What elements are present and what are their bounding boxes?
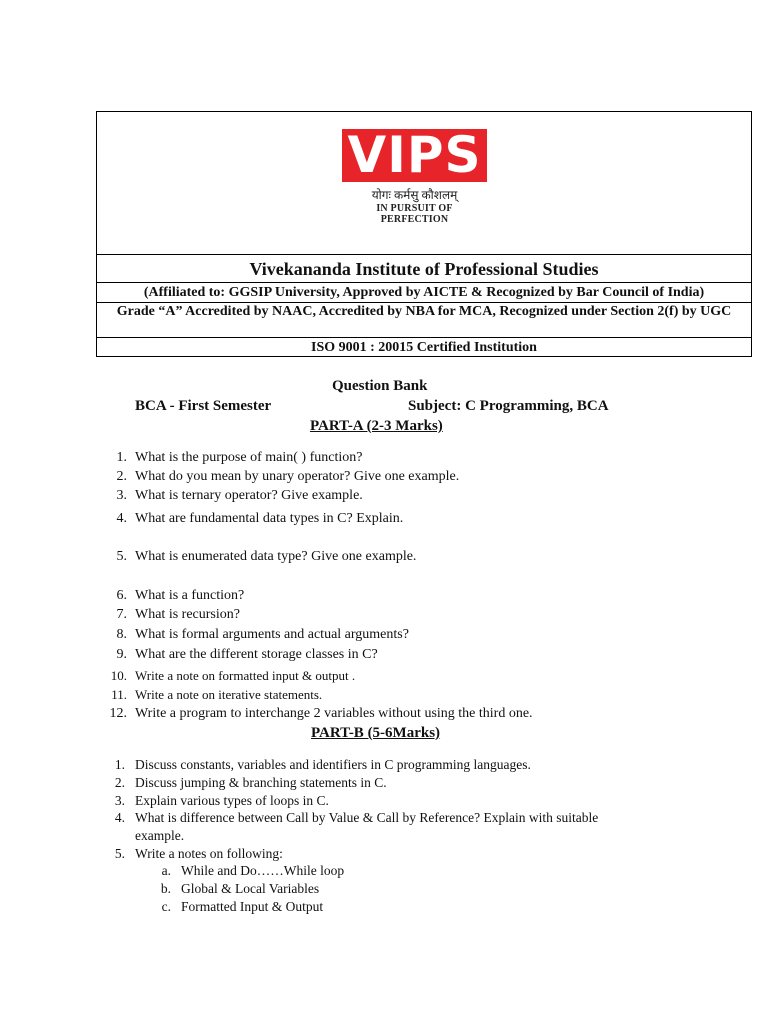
iso-line: ISO 9001 : 20015 Certified Institution	[311, 340, 537, 355]
item-text: What is recursion?	[135, 607, 240, 622]
question-bank-title: Question Bank	[332, 378, 428, 394]
item-text: Formatted Input & Output	[181, 899, 324, 914]
list-item	[107, 627, 409, 643]
sub-list-item	[155, 863, 344, 879]
item-number: 9.	[116, 647, 127, 662]
item-text: Write a notes on following:	[135, 846, 283, 861]
item-text: What are the different storage classes in C?	[135, 647, 378, 662]
course-label: BCA - First Semester	[135, 398, 272, 414]
item-text: What is difference between Call by Value & Call by Reference? Explain with suitable	[135, 810, 599, 825]
logo-tagline: योगः कर्मसु कौशलम्	[371, 188, 458, 202]
item-text: What is enumerated data type? Give one example.	[135, 549, 417, 564]
list-item	[107, 647, 378, 663]
item-number: 4.	[116, 511, 127, 526]
list-item	[107, 687, 322, 703]
item-number: 5.	[114, 846, 125, 861]
item-number: 8.	[116, 627, 127, 642]
list-item	[107, 450, 362, 466]
item-number: 7.	[116, 607, 127, 622]
item-text: What are fundamental data types in C? Explain.	[135, 511, 404, 526]
list-item	[111, 846, 283, 862]
item-number: 3.	[116, 488, 127, 503]
list-item	[111, 775, 387, 791]
logo-cell	[97, 112, 751, 255]
item-number: 5.	[116, 549, 127, 564]
list-item-continuation: example.	[135, 828, 185, 843]
item-text: Write a note on formatted input & output .	[135, 668, 356, 683]
item-text: Discuss jumping & branching statements in C.	[135, 775, 387, 790]
list-item	[107, 469, 459, 485]
item-text: What is formal arguments and actual arguments?	[135, 627, 409, 642]
list-item	[111, 810, 598, 826]
logo-text: VIPS	[347, 126, 482, 184]
sub-list-item	[155, 881, 319, 897]
list-item	[107, 706, 533, 722]
vips-logo	[342, 126, 487, 184]
item-text: What is a function?	[135, 588, 245, 603]
list-item	[107, 511, 403, 527]
item-text: Global & Local Variables	[181, 881, 320, 896]
item-number: 1.	[116, 450, 127, 465]
item-text: What is ternary operator? Give example.	[135, 488, 363, 503]
affiliation-line: (Affiliated to: GGSIP University, Approved by AICTE & Recognized by Bar Council of India)	[97, 283, 751, 303]
item-number: 12.	[109, 706, 127, 721]
item-number: 4.	[114, 810, 125, 825]
item-number: 1.	[114, 757, 125, 772]
institute-name: Vivekananda Institute of Professional Studies	[97, 255, 751, 283]
list-item	[107, 607, 240, 623]
list-item	[111, 793, 329, 809]
item-number: 3.	[114, 793, 125, 808]
list-item	[107, 668, 355, 684]
item-number: 2.	[114, 775, 125, 790]
list-item	[107, 488, 363, 504]
item-number: 2.	[116, 469, 127, 484]
item-text: What is the purpose of main( ) function?	[135, 450, 363, 465]
list-item	[107, 549, 416, 565]
item-letter: c.	[161, 899, 171, 914]
item-text: Write a program to interchange 2 variables without using the third one.	[135, 706, 533, 721]
sub-list-item	[155, 899, 323, 915]
accreditation-line: Grade “A” Accredited by NAAC, Accredited by NBA for MCA, Recognized under Section 2(f) by UGC	[97, 303, 751, 338]
list-item	[111, 757, 531, 773]
item-number: 11.	[111, 687, 127, 702]
item-text: Explain various types of loops in C.	[135, 793, 329, 808]
item-text: While and Do……While loop	[181, 863, 345, 878]
item-number: 6.	[116, 588, 127, 603]
part-b-heading: PART-B (5-6Marks)	[311, 725, 441, 741]
item-text: What do you mean by unary operator? Give one example.	[135, 469, 460, 484]
item-text: Write a note on iterative statements.	[135, 687, 323, 702]
institute-header-table	[96, 111, 752, 357]
list-item	[107, 588, 244, 604]
subject-label: Subject: C Programming, BCA	[408, 398, 609, 414]
logo-slogan: IN PURSUIT OF PERFECTION	[376, 203, 453, 225]
part-a-heading: PART-A (2-3 Marks)	[310, 418, 443, 434]
item-letter: b.	[160, 881, 171, 896]
item-number: 10.	[110, 668, 127, 683]
item-letter: a.	[161, 863, 171, 878]
item-text: Discuss constants, variables and identifiers in C programming languages.	[135, 757, 531, 772]
